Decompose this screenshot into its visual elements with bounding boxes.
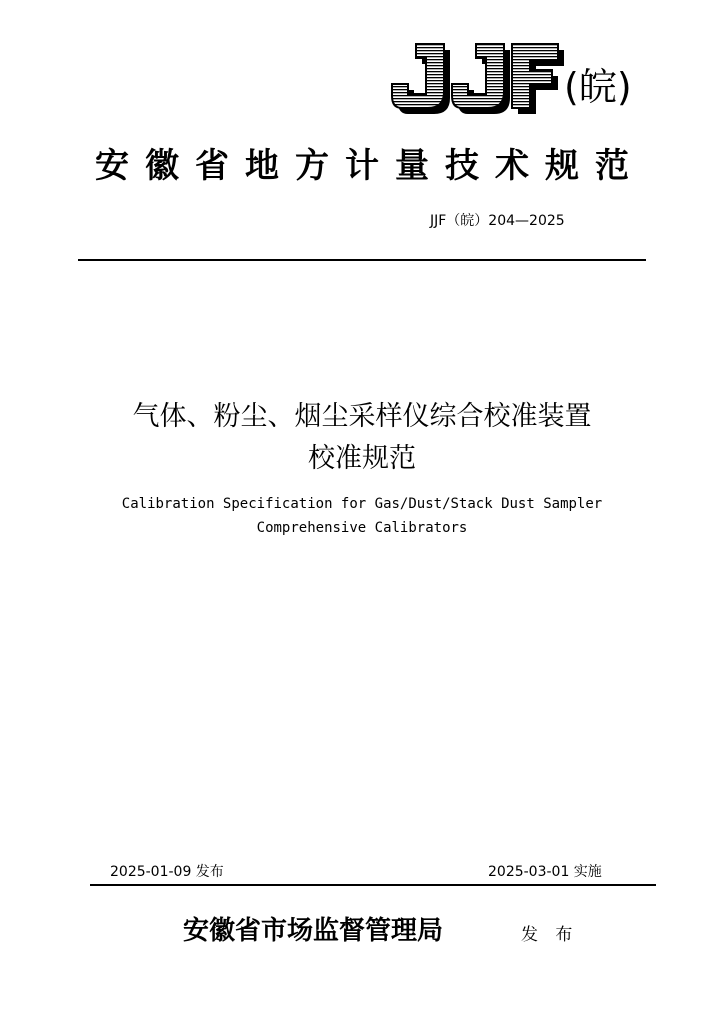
title-english-line-2: Comprehensive Calibrators [256, 520, 468, 536]
logo-letters [392, 44, 564, 114]
publisher-name: 安徽省市场监督管理局 [183, 916, 444, 946]
jjf-logo [388, 38, 658, 118]
title-english-line-1: Calibration Specification for Gas/Dust/Stack Dust Sampler [121, 496, 603, 512]
bottom-divider [90, 884, 656, 886]
publish-label: 发 布 [521, 925, 579, 945]
title-chinese-line-1: 气体、粉尘、烟尘采样仪综合校准装置 [132, 401, 592, 432]
title-chinese-line-2: 校准规范 [308, 443, 416, 474]
issue-date: 2025-01-09 发布 [110, 864, 224, 880]
standard-category-title: 安徽省地方计量技术规范 [95, 146, 645, 186]
logo-region-text: (皖) [564, 65, 632, 109]
effective-date: 2025-03-01 实施 [488, 864, 602, 880]
document-code: JJF（皖）204—2025 [430, 213, 565, 229]
top-divider [78, 259, 646, 261]
